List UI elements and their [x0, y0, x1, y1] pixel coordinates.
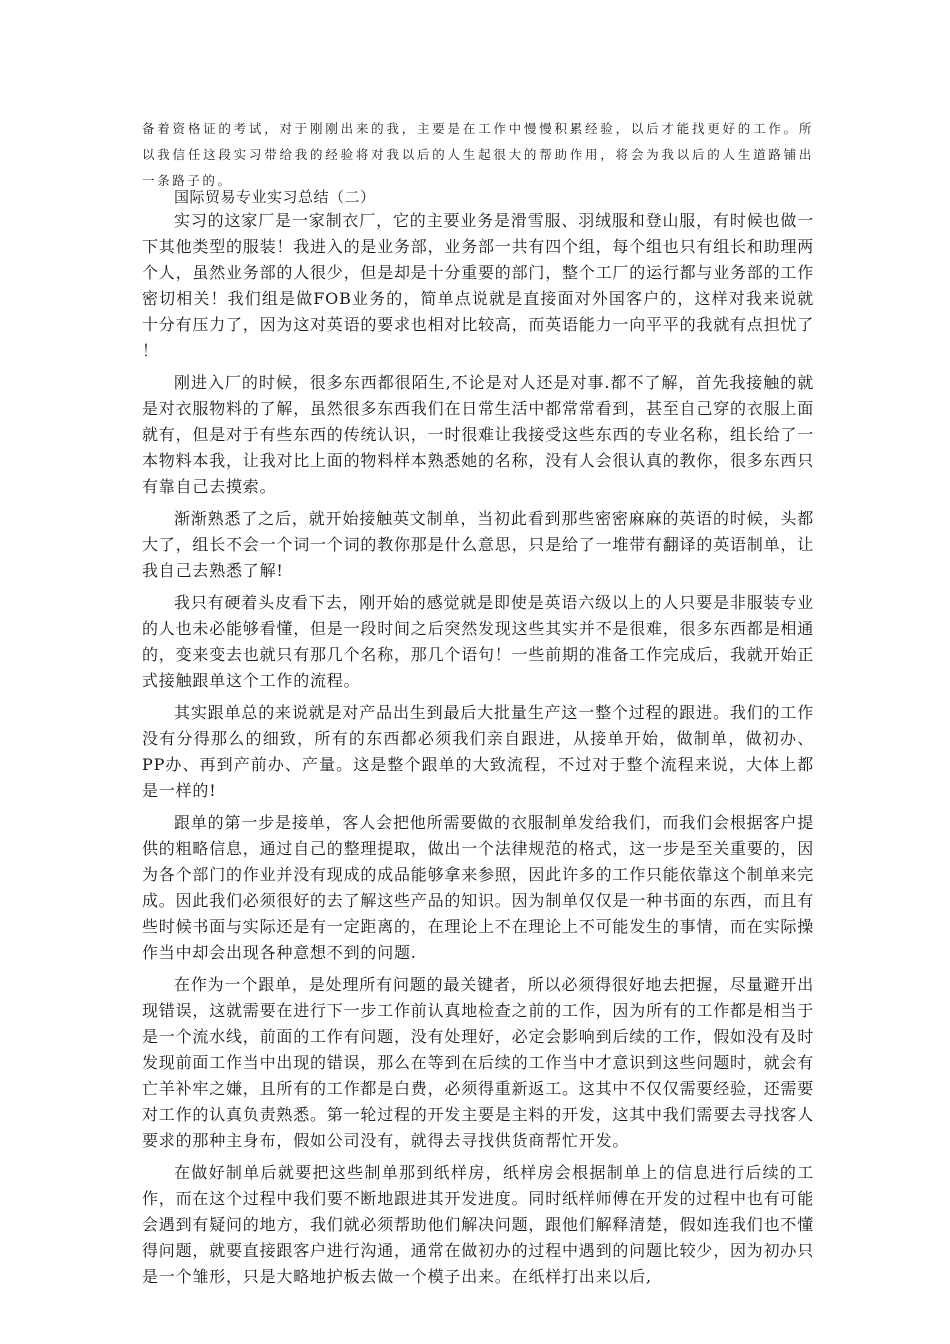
paragraph: 跟单的第一步是接单，客人会把他所需要做的衣服制单发给我们，而我们会根据客户提供的粗略信息，通过自己的整理提取，做出一个法律规范的格式，这一步是至关重要的，因为各个部门的作业并没有现成的成品能够拿来参照，因此许多的工作只能依靠这个制单来完成。因此我们必须很好的去了解这些产品的知识。因为制单仅仅是一种书面的东西，而且有些时候书面与实际还是有一定距离的，在理论上不在理论上不可能发生的事情，而在实际操作当中却会出现各种意想不到的问题.: [142, 813, 815, 962]
paragraph: 渐渐熟悉了之后，就开始接触英文制单，当初此看到那些密密麻麻的英语的时候，头都大了，组长不会一个词一个词的教你那是什么意思，只是给了一堆带有翻译的英语制单，让我自己去熟悉了解!: [142, 509, 815, 580]
intro-paragraph: 备着资格证的考试，对于刚刚出来的我，主要是在工作中慢慢积累经验，以后才能找更好的工作。所以我信任这段实习带给我的经验将对我以后的人生起很大的帮助作用，将会为我以后的人生道路铺出一条路子的。: [142, 121, 814, 188]
paragraph: 我只有硬着头皮看下去，刚开始的感觉就是即使是英语六级以上的人只要是非服装专业的人也未必能够看懂，但是一段时间之后突然发现这些其实并不是很难，很多东西都是相通的，变来变去也就只有那几个名称，那几个语句！一些前期的准备工作完成后，我就开始正式接触跟单这个工作的流程。: [142, 593, 815, 690]
intro-block: [142, 116, 814, 194]
section-title: 国际贸易专业实习总结（二）: [174, 188, 376, 206]
report-section: [142, 186, 814, 1296]
paragraph: 在作为一个跟单，是处理所有问题的最关键者，所以必须得很好地去把握，尽量避开出现错误，这就需要在进行下一步工作前认真地检查之前的工作，因为所有的工作都是相当于是一个流水线，前面的工作有问题，没有处理好，必定会影响到后续的工作，假如没有及时发现前面工作当中出现的错误，那么在等到在后续的工作当中才意识到这些问题时，就会有亡羊补牢之嫌，且所有的工作都是白费，必须得重新返工。这其中不仅仅需要经验，还需要对工作的认真负责熟悉。第一轮过程的开发主要是主料的开发，这其中我们需要去寻找客人要求的那种主身布，假如公司没有，就得去寻找供货商帮忙开发。: [142, 975, 815, 1150]
paragraph: 在做好制单后就要把这些制单那到纸样房，纸样房会根据制单上的信息进行后续的工作，而在这个过程中我们要不断地跟进其开发进度。同时纸样师傅在开发的过程中也有可能会遇到有疑问的地方，我们就必须帮助他们解决问题，跟他们解释清楚，假如连我们也不懂得问题，就要直接跟客户进行沟通，通常在做初办的过程中遇到的问题比较少，因为初办只是一个雏形，只是大略地护板去做一个模子出来。在纸样打出来以后,: [142, 1163, 815, 1286]
paragraph: 实习的这家厂是一家制衣厂，它的主要业务是滑雪服、羽绒服和登山服，有时候也做一下其他类型的服装！我进入的是业务部，业务部一共有四个组，每个组也只有组长和助理两个人，虽然业务部的人很少，但是却是十分重要的部门，整个工厂的运行都与业务部的工作密切相关！我们组是做FOB业务的，简单点说就是直接面对外国客户的，这样对我来说就十分有压力了，因为这对英语的要求也相对比较高，而英语能力一向平平的我就有点担忧了 ！: [142, 211, 815, 360]
paragraph: 刚进入厂的时候，很多东西都很陌生,不论是对人还是对事.都不了解，首先我接触的就是对衣服物料的了解，虽然很多东西我们在日常生活中都常常看到，甚至自己穿的衣服上面就有，但是对于有些东西的传统认识，一时很难让我接受这些东西的专业名称，组长给了一本物料本我，让我对比上面的物料样本熟悉她的名称，没有人会很认真的教你，很多东西只有靠自己去摸索。: [142, 373, 815, 496]
paragraph: 其实跟单总的来说就是对产品出生到最后大批量生产这一整个过程的跟进。我们的工作没有分得那么的细致，所有的东西都必须我们亲自跟进，从接单开始，做制单，做初办、PP办、再到产前办、产量。这是整个跟单的大致流程，不过对于整个流程来说，大体上都是一样的!: [142, 703, 814, 800]
